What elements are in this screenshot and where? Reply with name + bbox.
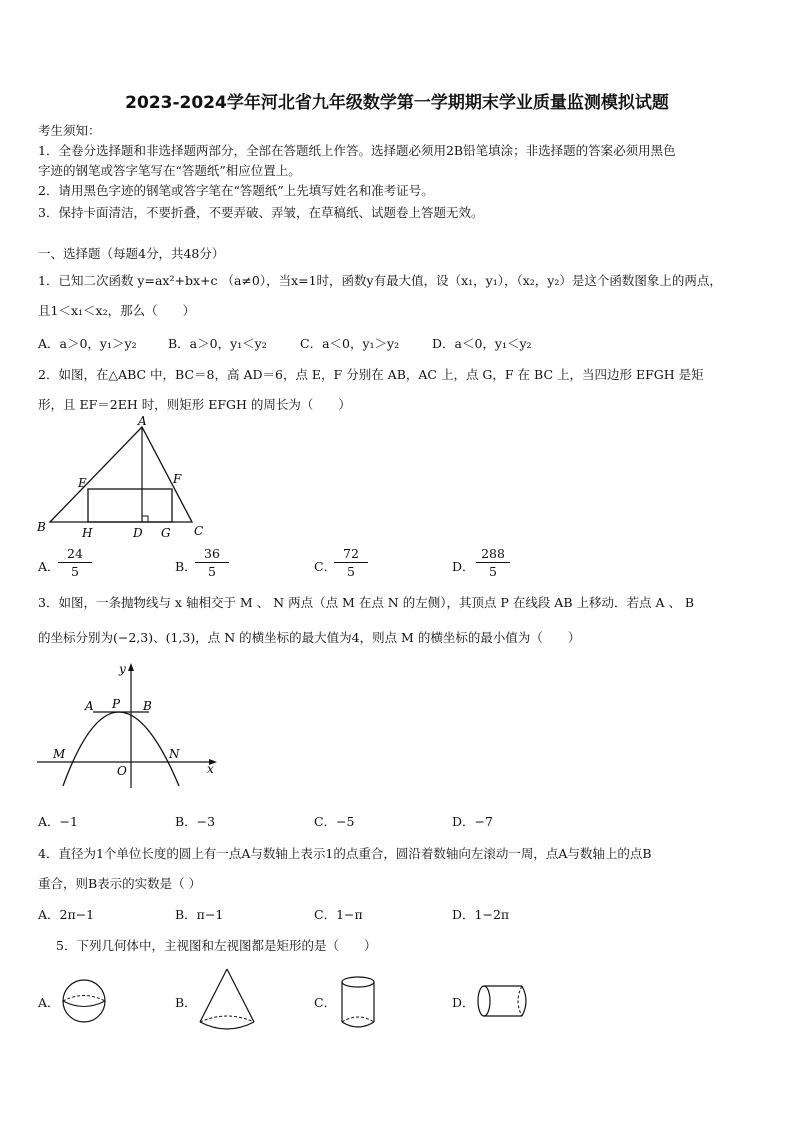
- q4-option-b[interactable]: B．π−1: [175, 907, 224, 922]
- q4-option-c[interactable]: C．1−π: [314, 907, 363, 922]
- label-G: G: [161, 526, 171, 540]
- label-B: B: [143, 699, 152, 713]
- q4-stem-line2: 重合，则B表示的实数是（ ）: [38, 876, 202, 891]
- q2-option-d-num: 288: [476, 546, 510, 563]
- label-F: F: [173, 472, 182, 486]
- label-y: y: [119, 662, 126, 676]
- q5-option-a[interactable]: A．: [38, 995, 60, 1010]
- q5-option-c[interactable]: C．: [314, 995, 337, 1010]
- label-E: E: [78, 476, 87, 490]
- q2-option-c-den: 5: [347, 564, 355, 579]
- label-x: x: [207, 762, 214, 776]
- q1-stem-line2: 且1＜x₁＜x₂，那么（ ）: [38, 303, 196, 318]
- label-M: M: [53, 747, 66, 761]
- q2-option-b-fraction[interactable]: [195, 546, 229, 579]
- q4-option-d[interactable]: D．1−2π: [452, 907, 510, 922]
- q2-option-c-num: 72: [334, 546, 368, 563]
- q2-stem-line2: 形，且 EF＝2EH 时，则矩形 EFGH 的周长为（ ）: [38, 397, 351, 412]
- label-A: A: [85, 699, 94, 713]
- q5-option-d[interactable]: D．: [452, 995, 475, 1010]
- vertical-cylinder-icon: [338, 974, 378, 1032]
- q2-option-b-den: 5: [208, 564, 216, 579]
- q1-stem-line1: 1．已知二次函数 y=ax²+bx+c （a≠0），当x=1时，函数y有最大值，设（x₁，y₁），（x₂，y₂）是这个函数图象上的两点，: [38, 273, 722, 288]
- q3-stem-line2: 的坐标分别为(−2,3)、(1,3)，点 N 的横坐标的最大值为4，则点 M 的横坐标的最小值为（ ）: [38, 630, 581, 645]
- q2-option-a-den: 5: [71, 564, 79, 579]
- q2-option-a-num: 24: [58, 546, 92, 563]
- q3-stem-line1: 3．如图，一条抛物线与 x 轴相交于 M 、 N 两点（点 M 在点 N 的左侧），其顶点 P 在线段 AB 上移动．若点 A 、 B: [38, 595, 695, 610]
- q1-option-b[interactable]: B．a＞0，y₁＜y₂: [168, 336, 267, 351]
- q3-option-c[interactable]: C．−5: [314, 814, 355, 829]
- q2-stem-line1: 2．如图，在△ABC 中，BC＝8，高 AD＝6，点 E，F 分别在 AB，AC 上，点 G，F 在 BC 上，当四边形 EFGH 是矩: [38, 367, 704, 382]
- cone-icon: [195, 966, 259, 1034]
- label-P: P: [112, 697, 121, 711]
- q4-option-a[interactable]: A．2π−1: [38, 907, 95, 922]
- q5-option-b[interactable]: B．: [175, 995, 197, 1010]
- q2-option-d-letter[interactable]: D．: [452, 559, 475, 574]
- q1-option-c[interactable]: C．a＜0，y₁＞y₂: [300, 336, 400, 351]
- q2-option-b-letter[interactable]: B．: [175, 559, 197, 574]
- q2-triangle-figure: [30, 415, 220, 545]
- notice-item-1: 1．全卷分选择题和非选择题两部分，全部在答题纸上作答。选择题必须用2B铅笔填涂；非选择题的答案必须用黑色: [38, 143, 676, 158]
- page-title: 2023-2024学年河北省九年级数学第一学期期末学业质量监测模拟试题: [125, 93, 669, 113]
- notice-item-1-cont: 字迹的钢笔或答字笔写在“答题纸”相应位置上。: [38, 163, 301, 178]
- q2-option-d-fraction[interactable]: [476, 546, 510, 579]
- q2-option-d-den: 5: [489, 564, 497, 579]
- notice-item-3: 3．保持卡面清洁，不要折叠，不要弄破、弄皱，在草稿纸、试题卷上答题无效。: [38, 205, 484, 220]
- q2-option-a-fraction[interactable]: [58, 546, 92, 579]
- q1-option-a[interactable]: A．a＞0，y₁＞y₂: [38, 336, 137, 351]
- label-N: N: [169, 747, 180, 761]
- label-D: D: [133, 526, 143, 540]
- horizontal-cylinder-icon: [474, 982, 534, 1022]
- q2-option-c-fraction[interactable]: [334, 546, 368, 579]
- q3-option-a[interactable]: A．−1: [38, 814, 78, 829]
- q4-stem-line1: 4．直径为1个单位长度的圆上有一点A与数轴上表示1的点重合，圆沿着数轴向左滚动一周，点A与数轴上的点B: [38, 846, 652, 861]
- q5-stem: 5．下列几何体中，主视图和左视图都是矩形的是（ ）: [56, 938, 377, 953]
- q2-option-b-num: 36: [195, 546, 229, 563]
- q3-option-b[interactable]: B．−3: [175, 814, 216, 829]
- section-heading: 一、选择题（每题4分，共48分）: [38, 246, 225, 261]
- q1-option-d[interactable]: D．a＜0，y₁＜y₂: [432, 336, 532, 351]
- sphere-icon: [60, 978, 110, 1026]
- label-O: O: [117, 764, 127, 778]
- label-B: B: [37, 520, 46, 534]
- label-H: H: [82, 526, 93, 540]
- label-C: C: [194, 524, 204, 538]
- q2-option-c-letter[interactable]: C．: [314, 559, 337, 574]
- q3-parabola-figure: [35, 660, 225, 790]
- notice-item-2: 2．请用黑色字迹的钢笔或答字笔在“答题纸”上先填写姓名和准考证号。: [38, 183, 434, 198]
- notice-heading: 考生须知：: [38, 123, 101, 138]
- label-A: A: [138, 414, 147, 428]
- q3-option-d[interactable]: D．−7: [452, 814, 493, 829]
- q2-option-a-letter[interactable]: A．: [38, 559, 60, 574]
